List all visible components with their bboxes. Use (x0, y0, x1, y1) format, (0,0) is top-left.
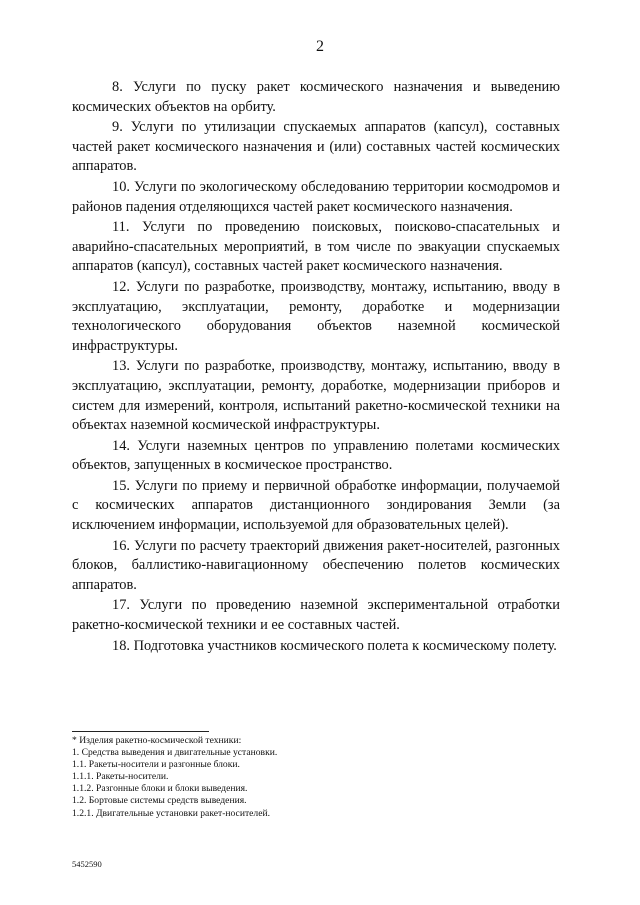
footnote-line: 1.2. Бортовые системы средств выведения. (72, 795, 247, 807)
document-code: 5452590 (72, 859, 102, 869)
footnote-line: 1.1.2. Разгонные блоки и блоки выведения. (72, 783, 248, 795)
footnote-line: 1.2.1. Двигательные установки ракет-носителей. (72, 807, 270, 819)
paragraph-8: 8. Услуги по пуску ракет космического назначения и выведению космических объектов на орбиту. (72, 79, 560, 115)
paragraph-10: 10. Услуги по экологическому обследованию территории космодромов и районов падения отделяющихся частей ракет космического назначения. (72, 178, 560, 215)
paragraph-17: 17. Услуги по проведению наземной экспериментальной отработки ракетно-космической техники и ее составных частей. (72, 597, 560, 634)
footnote-line: 1. Средства выведения и двигательные установки. (72, 747, 278, 759)
document-body (72, 78, 560, 656)
paragraph-16: 16. Услуги по расчету траекторий движения ракет-носителей, разгонных блоков, баллистико-навигационному обеспечению полетов космических аппаратов. (72, 537, 560, 593)
footnote-title: * Изделия ракетно-космической техники: (72, 735, 242, 746)
footnotes (72, 735, 492, 820)
paragraph-12: 12. Услуги по разработке, производству, монтажу, испытанию, вводу в эксплуатацию, эксплуатации, ремонту, доработке и модернизации технологического оборудования объектов наземной космической инфраструктуры. (72, 278, 560, 354)
paragraph-15: 15. Услуги по приему и первичной обработке информации, получаемой с космических аппаратов дистанционного зондирования Земли (за исключением информации, используемой для образовательных целей). (72, 477, 560, 534)
paragraph-11: 11. Услуги по проведению поисковых, поисково-спасательных и аварийно-спасательных мероприятий, в том числе по эвакуации спускаемых аппаратов (капсул), составных частей ракет космического назначения. (72, 219, 560, 275)
footnote-separator (72, 731, 209, 732)
paragraph-14: 14. Услуги наземных центров по управлению полетами космических объектов, запущенных в космическое пространство. (72, 437, 560, 474)
paragraph-13: 13. Услуги по разработке, производству, монтажу, испытанию, вводу в эксплуатацию, эксплуатации, ремонту, доработке, модернизации приборов и систем для измерений, контроля, испытаний ракетно-космической техники на объектах наземной космической инфраструктуры. (72, 358, 560, 434)
paragraph-18: 18. Подготовка участников космического полета к космическому полету. (112, 637, 557, 654)
page-number: 2 (316, 38, 324, 55)
footnote-line: 1.1. Ракеты-носители и разгонные блоки. (72, 759, 240, 771)
footnote-line: 1.1.1. Ракеты-носители. (72, 771, 169, 783)
paragraph-9: 9. Услуги по утилизации спускаемых аппаратов (капсул), составных частей ракет космического назначения и (или) составных частей космических аппаратов. (72, 119, 560, 175)
